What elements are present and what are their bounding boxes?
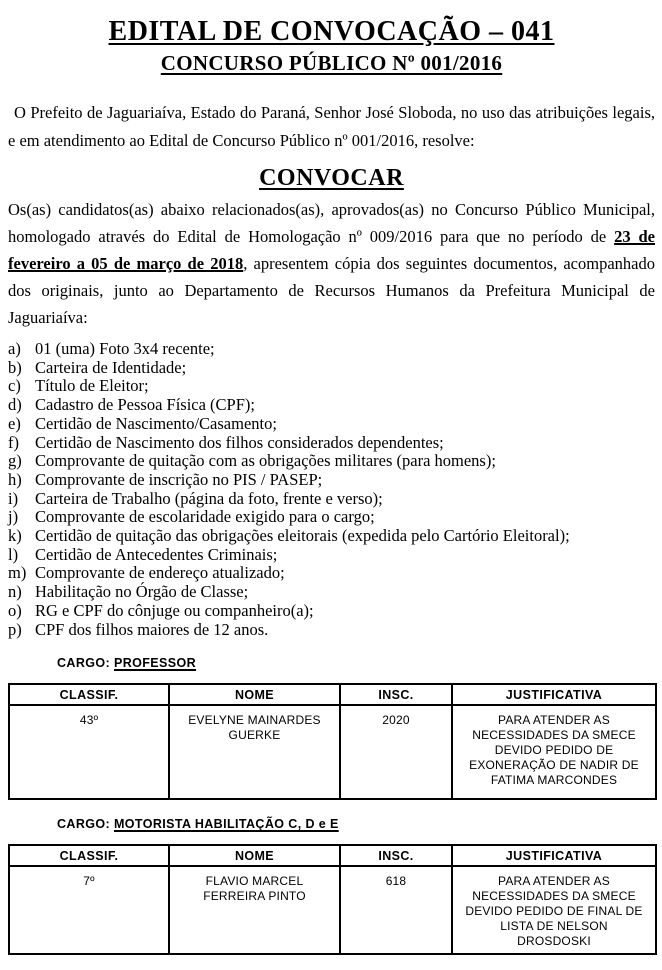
document-item (8, 564, 655, 583)
document-item-text: Comprovante de endereço atualizado; (35, 563, 285, 583)
document-item (8, 415, 655, 434)
document-item-text: Certidão de Nascimento/Casamento; (35, 413, 277, 433)
document-item-label: d) (8, 395, 22, 415)
insc-cell: 2020 (340, 705, 452, 799)
document-title: EDITAL DE CONVOCAÇÃO – 041 (108, 16, 555, 47)
document-item-text: Comprovante de quitação com as obrigações militares (para homens); (35, 451, 496, 471)
table-row (9, 705, 656, 799)
table-header-row (9, 845, 656, 866)
document-item-label: i) (8, 488, 19, 508)
convocation-table (8, 844, 657, 955)
cargo-heading (57, 817, 655, 831)
document-item (8, 490, 655, 509)
documents-list (8, 340, 655, 639)
document-item-text: Carteira de Identidade; (35, 357, 187, 377)
justificativa-cell: PARA ATENDER AS NECESSIDADES DA SMECE DEVIDO PEDIDO DE FINAL DE LISTA DE NELSON DROSDOSKI (452, 866, 656, 954)
document-item (8, 602, 655, 621)
convocation-paragraph (8, 196, 655, 331)
document-item-text: Certidão de Nascimento dos filhos considerados dependentes; (35, 432, 444, 452)
document-item-label: c) (8, 376, 21, 396)
document-item (8, 452, 655, 471)
document-item-label: k) (8, 526, 22, 546)
document-item-label: j) (8, 507, 19, 527)
document-item-label: f) (8, 432, 19, 452)
document-item-text: RG e CPF do cônjuge ou companheiro(a); (35, 600, 314, 620)
document-item-text: Certidão de quitação das obrigações eleitorais (expedida pelo Cartório Eleitoral); (35, 526, 570, 546)
document-item (8, 527, 655, 546)
table-header-cell-classif: CLASSIF. (9, 845, 169, 866)
insc-cell: 618 (340, 866, 452, 954)
document-item (8, 546, 655, 565)
document-item (8, 508, 655, 527)
document-item (8, 583, 655, 602)
document-item-label: e) (8, 413, 21, 433)
convocation-table (8, 683, 657, 800)
cargo-value: MOTORISTA HABILITAÇÃO C, D e E (113, 817, 339, 832)
document-item-label: n) (8, 582, 22, 602)
document-item-label: h) (8, 469, 22, 489)
document-item-label: a) (8, 339, 21, 358)
convocar-heading: CONVOCAR (259, 165, 404, 191)
document-item-text: Título de Eleitor; (35, 376, 149, 396)
nome-cell: EVELYNE MAINARDES GUERKE (169, 705, 340, 799)
document-item-text: Comprovante de inscrição no PIS / PASEP; (35, 469, 323, 489)
document-item (8, 471, 655, 490)
cargo-label: CARGO: (57, 656, 114, 671)
classif-cell: 7º (9, 866, 169, 954)
table-header-cell-insc: INSC. (340, 845, 452, 866)
table-header-cell-justificativa: JUSTIFICATIVA (452, 684, 656, 705)
cargo-heading (57, 656, 655, 670)
document-item-text: Certidão de Antecedentes Criminais; (35, 544, 278, 564)
cargo-sections (8, 656, 655, 955)
document-item (8, 340, 655, 359)
document-subtitle: CONCURSO PÚBLICO Nº 001/2016 (160, 51, 503, 75)
table-header-cell-nome: NOME (169, 684, 340, 705)
document-item-label: l) (8, 544, 19, 564)
table-header-cell-justificativa: JUSTIFICATIVA (452, 845, 656, 866)
table-header-row (9, 684, 656, 705)
document-item (8, 377, 655, 396)
document-item (8, 396, 655, 415)
justificativa-cell: PARA ATENDER AS NECESSIDADES DA SMECE DEVIDO PEDIDO DE EXONERAÇÃO DE NADIR DE FATIMA MARCONDES (452, 705, 656, 799)
table-header-cell-insc: INSC. (340, 684, 452, 705)
cargo-value: PROFESSOR (113, 656, 197, 671)
table-header-cell-nome: NOME (169, 845, 340, 866)
document-item-label: m) (8, 563, 27, 583)
table-row (9, 866, 656, 954)
document-item-text: CPF dos filhos maiores de 12 anos. (35, 619, 269, 639)
document-item-label: b) (8, 357, 22, 377)
document-item-text: Cadastro de Pessoa Física (CPF); (35, 395, 255, 415)
cargo-label: CARGO: (57, 817, 114, 832)
convocation-text-before: Os(as) candidatos(as) abaixo relacionados(as), aprovados(as) no Concurso Público Municipal, homologado através do Edital de Homologação nº 009/2016 para que no período de (8, 200, 655, 246)
document-item (8, 359, 655, 378)
classif-cell: 43º (9, 705, 169, 799)
document-item-text: 01 (uma) Foto 3x4 recente; (35, 339, 215, 358)
document-item-label: p) (8, 619, 22, 639)
table-header-cell-classif: CLASSIF. (9, 684, 169, 705)
document-item-text: Carteira de Trabalho (página da foto, frente e verso); (35, 488, 383, 508)
document-item (8, 434, 655, 453)
nome-cell: FLAVIO MARCEL FERREIRA PINTO (169, 866, 340, 954)
document-item-label: g) (8, 451, 22, 471)
convocation-text-after: , apresentem cópia dos seguintes documentos, acompanhado dos originais, junto ao Departamento de Recursos Humanos da Prefeitura Municipal de Jaguariaíva: (8, 254, 655, 327)
document-item-text: Habilitação no Órgão de Classe; (35, 582, 249, 602)
document-item-label: o) (8, 600, 22, 620)
document-item (8, 621, 655, 640)
document-item-text: Comprovante de escolaridade exigido para o cargo; (35, 507, 375, 527)
convocation-period: 23 de fevereiro a 05 de março de 2018 (8, 227, 656, 273)
intro-paragraph: O Prefeito de Jaguariaíva, Estado do Paraná, Senhor José Sloboda, no uso das atribuições legais, e em atendimento ao Edital de Concurso Público nº 001/2016, resolve: (8, 103, 655, 150)
